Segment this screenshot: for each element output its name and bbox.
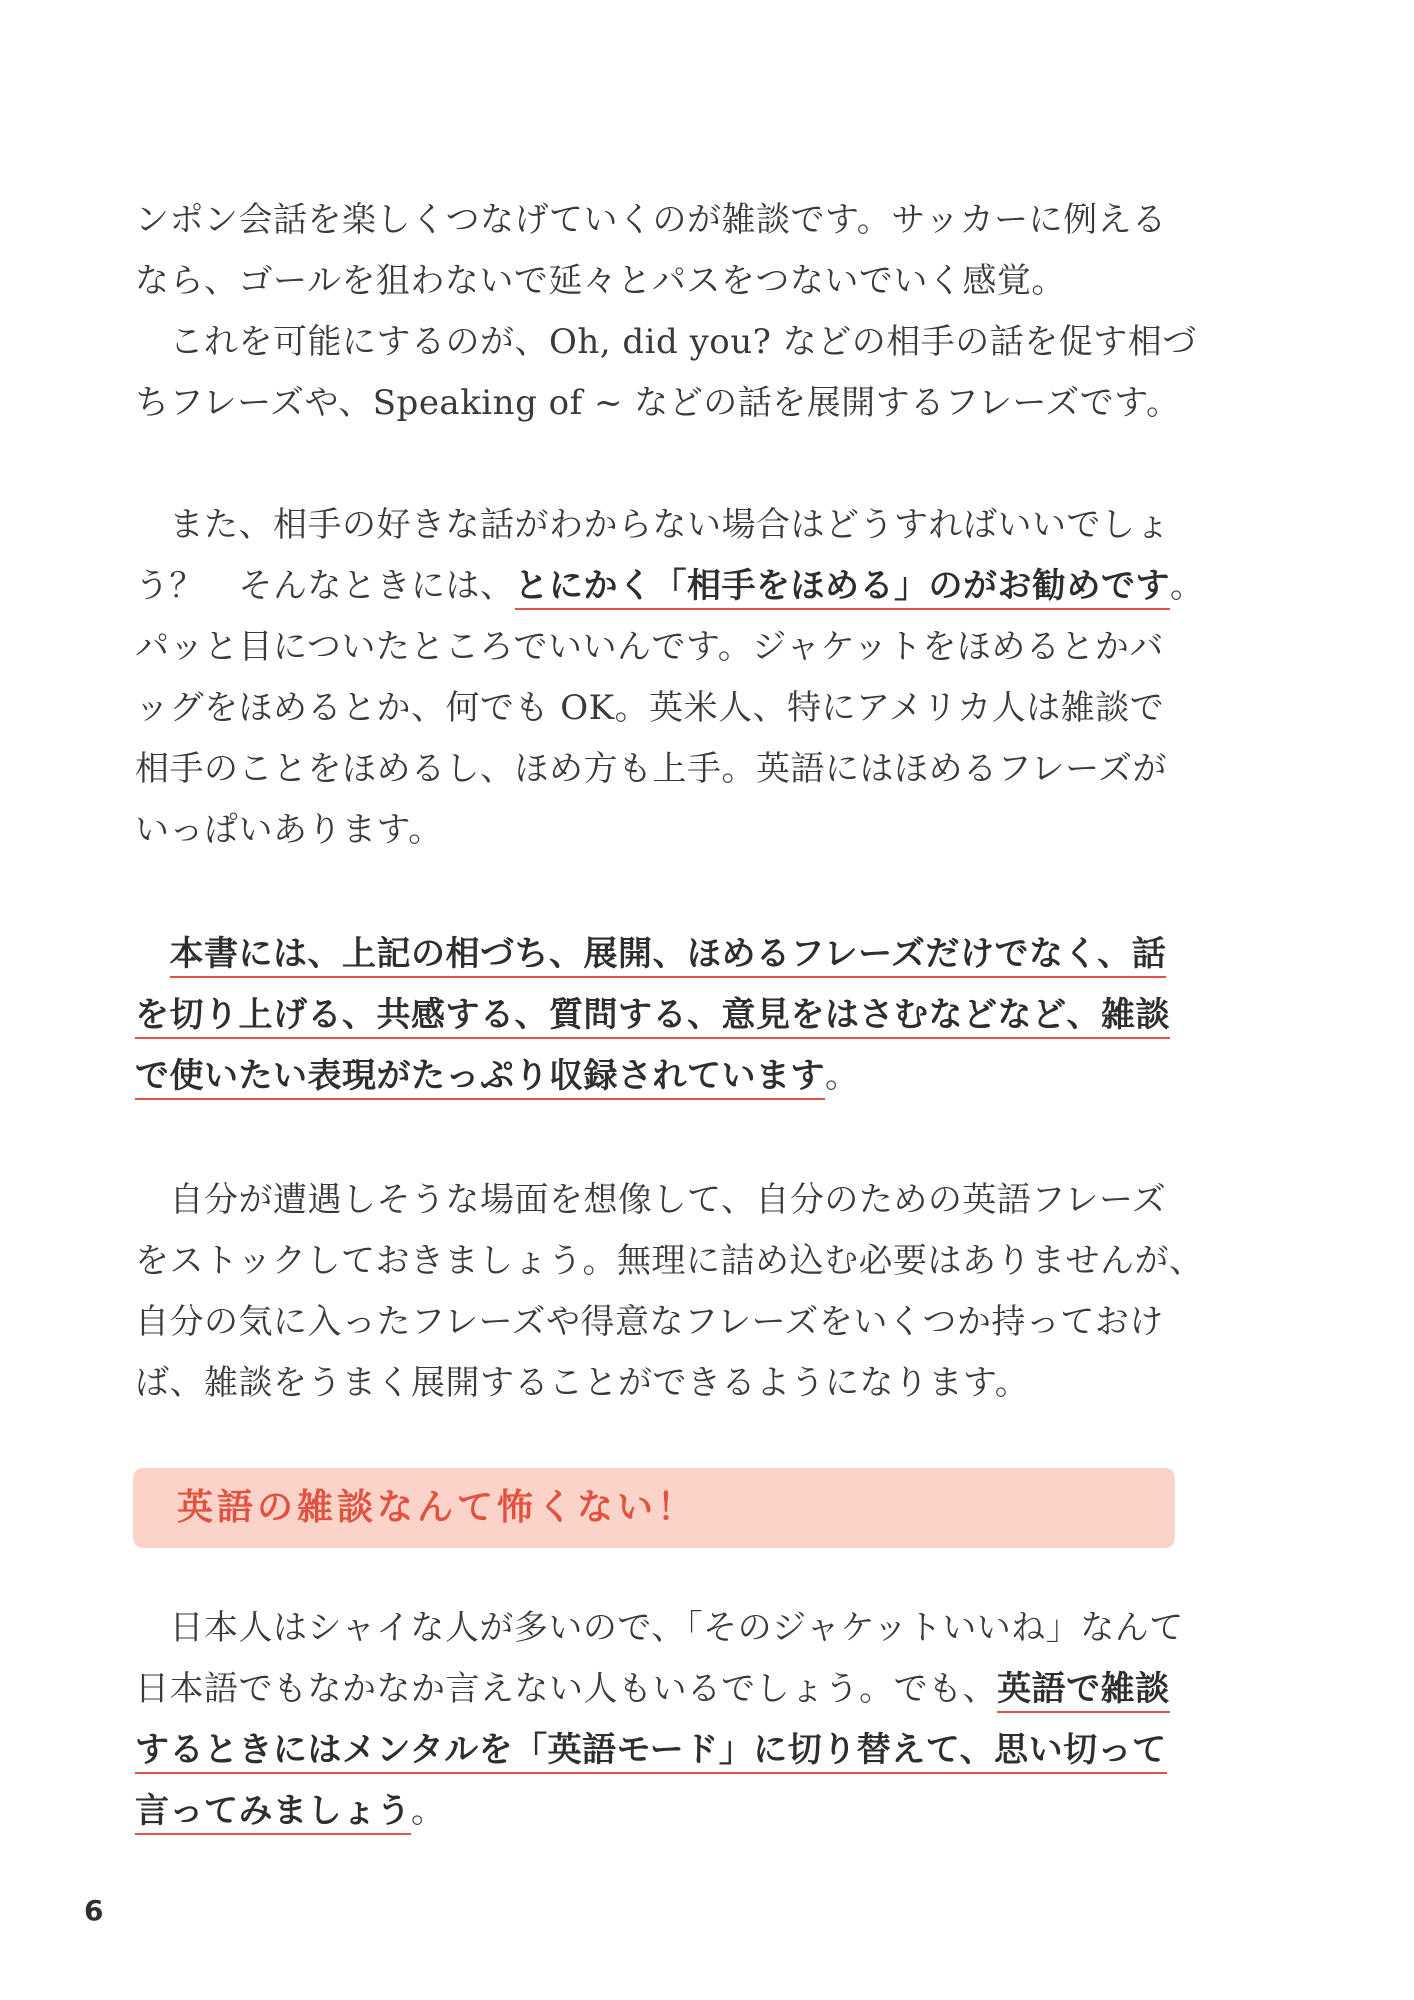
body-text-line: また、相手の好きな話がわからない場合はどうすればいいでしょ [135,505,1170,545]
body-text-line: なら、ゴールを狙わないで延々とパスをつないでいく感覚。 [135,261,1066,301]
body-text-line: これを可能にするのが、Oh, did you? などの相手の話を促す相づ [135,322,1197,362]
emphasized-text: 言ってみましょう [135,1791,411,1835]
body-text-line [135,1730,1175,1774]
body-text-line [135,566,1205,610]
body-text-line: ッグをほめるとか、何でも OK。英米人、特にアメリカ人は雑談で [135,688,1165,728]
emphasized-text: で使いたい表現がたっぷり収録されています [135,1056,825,1100]
body-text-line: 自分が遭遇しそうな場面を想像して、自分のための英語フレーズ [135,1180,1167,1220]
body-text-line [135,1669,1175,1713]
emphasized-text: 本書には、上記の相づち、展開、ほめるフレーズだけでなく、話 [170,934,1167,978]
emphasized-text: するときにはメンタルを「英語モード」に切り替えて、思い切って [135,1730,1167,1774]
section-heading: 英語の雑談なんて怖くない！ [177,1487,698,1528]
emphasized-text: とにかく「相手をほめる」のがお勧めです [515,566,1171,610]
body-text: 。 [1170,566,1205,606]
section-heading-box [133,1468,1175,1548]
body-text-line: 日本人はシャイな人が多いので、「そのジャケットいいね」なんて [135,1608,1184,1648]
body-text-line: ンポン会話を楽しくつなげていくのが雑談です。サッカーに例える [135,200,1167,240]
emphasized-text: を切り上げる、共感する、質問する、意見をはさむなどなど、雑談 [135,995,1170,1039]
page-number: 6 [84,1894,104,1927]
body-text: 。 [411,1791,446,1831]
body-text-line: 相手のことをほめるし、ほめ方も上手。英語にはほめるフレーズが [135,749,1167,789]
body-text: 日本語でもなかなか言えない人もいるでしょう。でも、 [135,1669,998,1709]
emphasized-text: 英語で雑談 [997,1669,1170,1713]
body-text-line: パッと目についたところでいいんです。ジャケットをほめるとかバ [135,627,1164,667]
body-text-line: 自分の気に入ったフレーズや得意なフレーズをいくつか持っておけ [135,1302,1164,1342]
body-text-line [135,995,1175,1039]
body-text: 。 [825,1056,860,1096]
body-text-line: ちフレーズや、Speaking of ~ などの話を展開するフレーズです。 [135,383,1181,423]
body-text-line [135,934,1175,978]
body-text-line: をストックしておきましょう。無理に詰め込む必要はありませんが、 [135,1241,1204,1281]
body-text-line: いっぱいあります。 [135,810,443,850]
body-text-line [135,1791,1175,1835]
body-text [135,934,170,974]
body-text-line: ば、雑談をうまく展開することができるようになります。 [135,1363,1030,1403]
body-text-line [135,1056,1175,1100]
body-text: う？ そんなときには、 [135,566,515,606]
